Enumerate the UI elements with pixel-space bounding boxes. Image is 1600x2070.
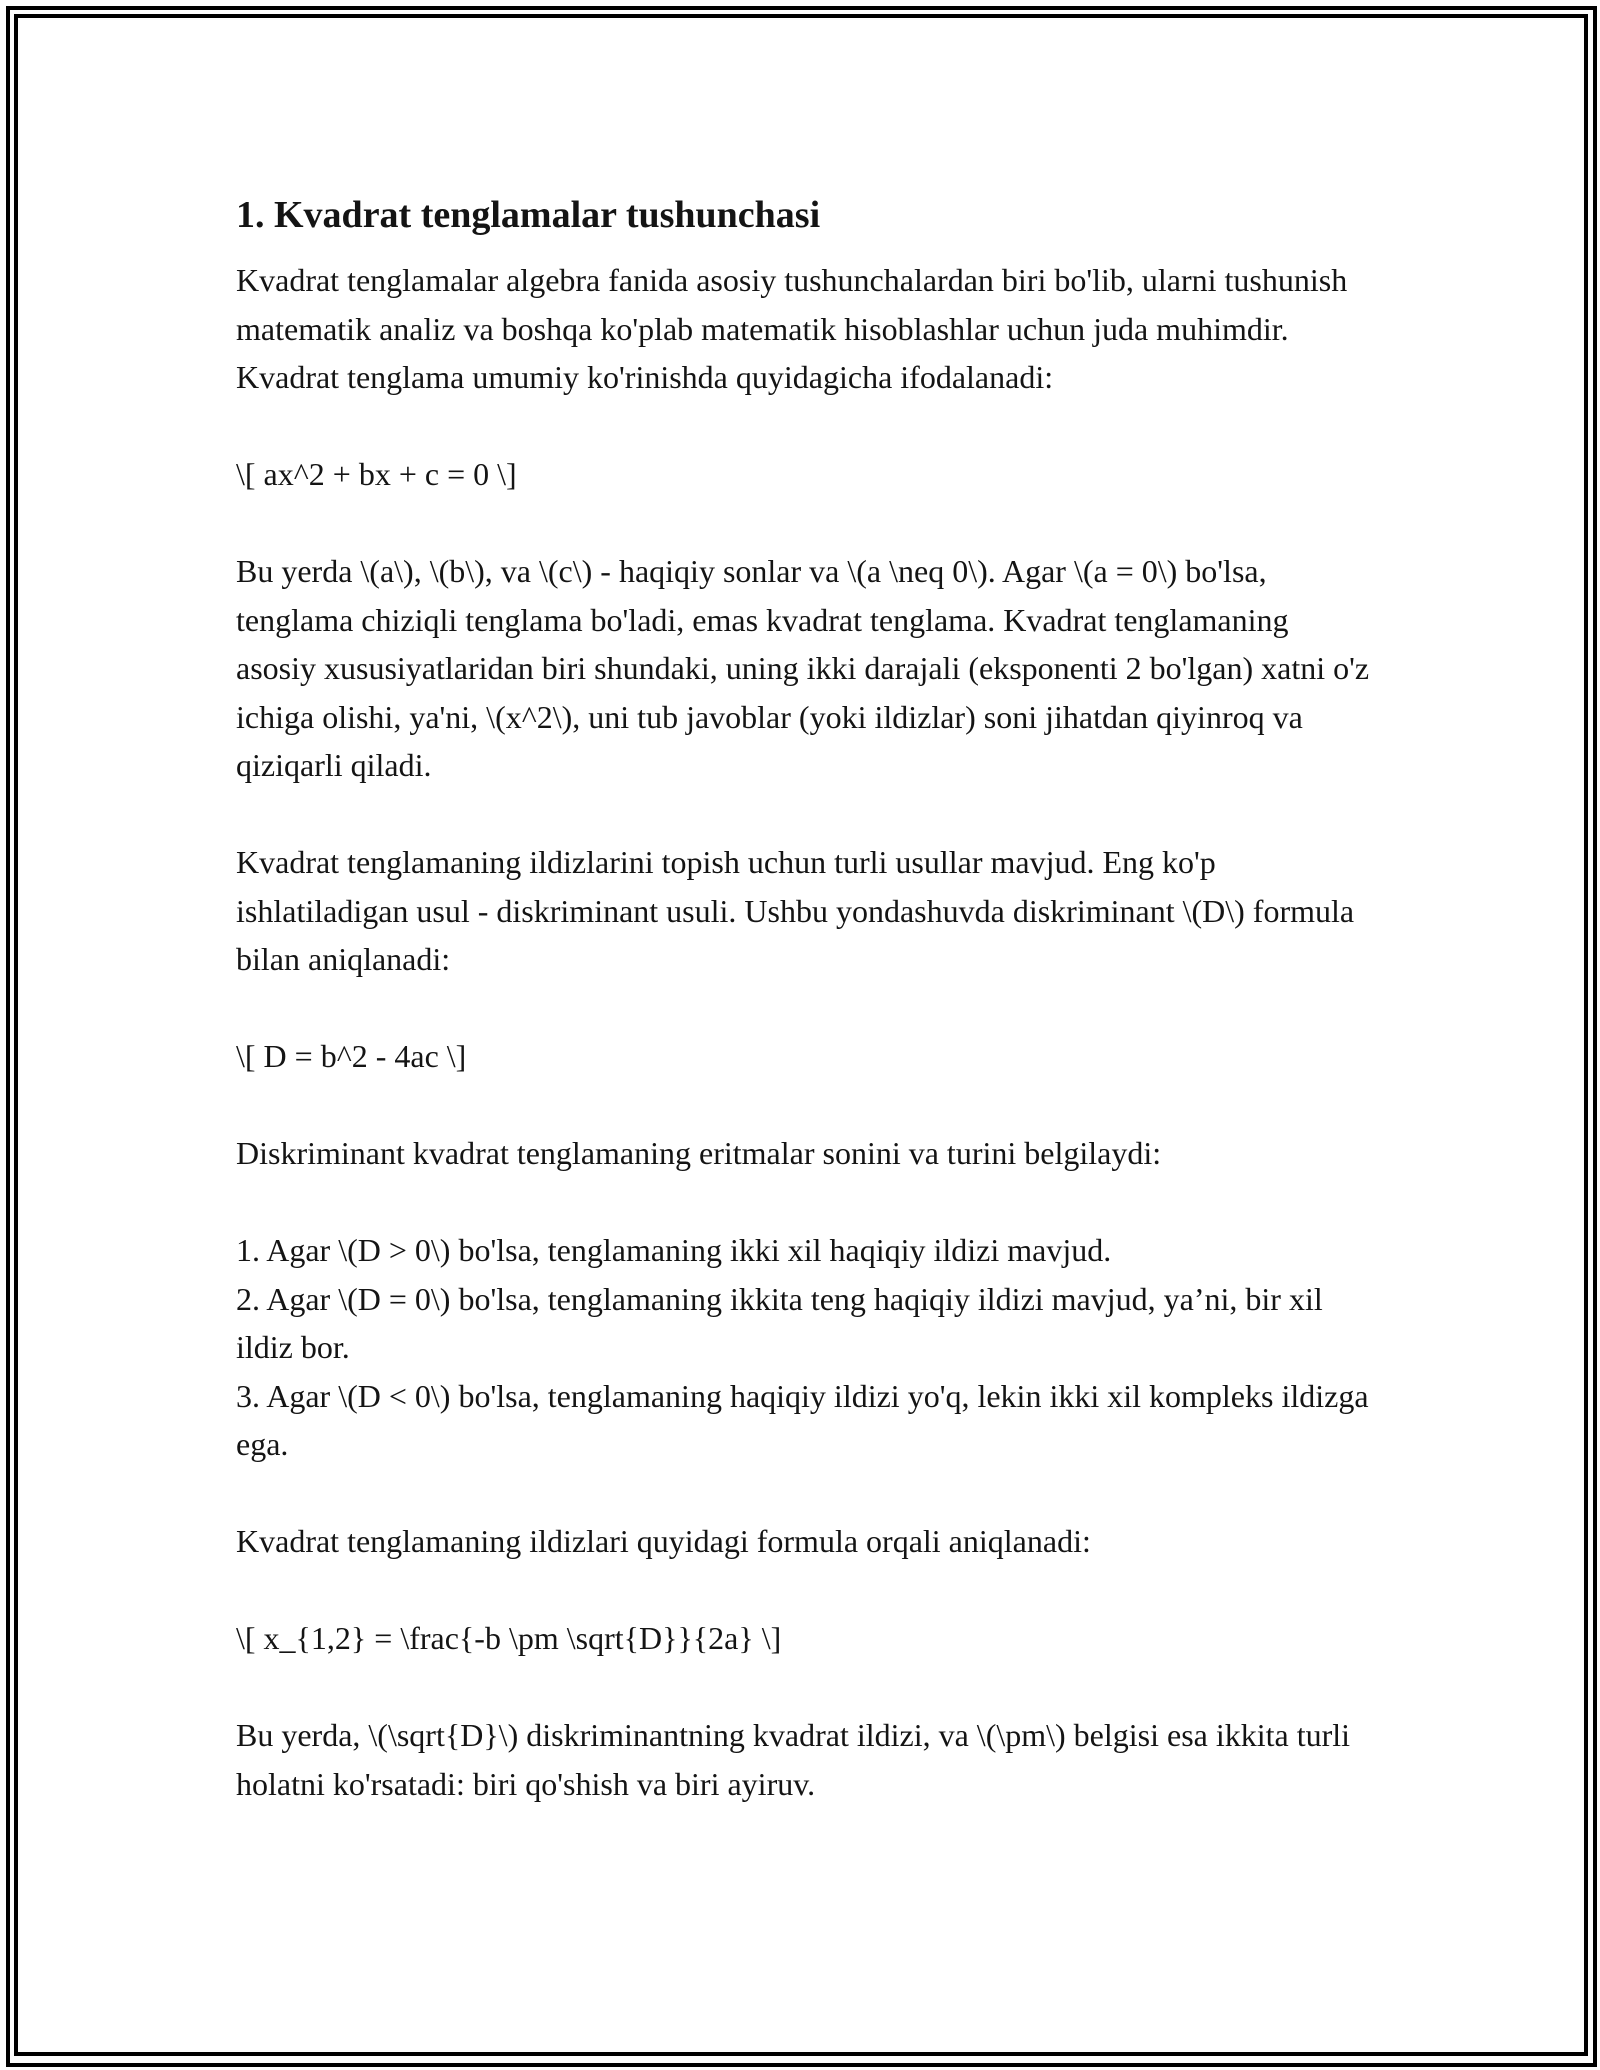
closing-paragraph: Bu yerda, \(\sqrt{D}\) diskriminantning kvadrat ildizi, va \(\pm\) belgisi esa ikkita turli holatni ko'rsatadi: biri qo'shish va biri ayiruv. bbox=[236, 1717, 1351, 1802]
document-body bbox=[236, 184, 1376, 1808]
coefficients-paragraph: Bu yerda \(a\), \(b\), va \(c\) - haqiqiy sonlar va \(a \neq 0\). Agar \(a = 0\) bo'lsa, tenglama chiziqli tenglama bo'ladi, emas kvadrat tenglama. Kvadrat tenglamaning asosiy xususiyatlaridan biri shundaki, uning ikki darajali (eksponenti 2 bo'lgan) xatni o'z ichiga olishi, ya'ni, \(x^2\), uni tub javoblar (yoki ildizlar) soni jihatdan qiyinroq va qiziqarli qiladi. bbox=[236, 553, 1370, 783]
discriminant-formula: \[ D = b^2 - 4ac \] bbox=[236, 1038, 467, 1074]
general-equation: \[ ax^2 + bx + c = 0 \] bbox=[236, 456, 517, 492]
cases-list: 1. Agar \(D > 0\) bo'lsa, tenglamaning ikki xil haqiqiy ildizi mavjud. 2. Agar \(D = 0\) bo'lsa, tenglamaning ikkita teng haqiqiy ildizi mavjud, ya’ni, bir xil ildiz bor. 3. Agar \(D < 0\) bo'lsa, tenglamaning haqiqiy ildizi yo'q, lekin ikki xil kompleks ildizga ega. bbox=[236, 1232, 1369, 1462]
intro-paragraph: Kvadrat tenglamalar algebra fanida asosiy tushunchalardan biri bo'lib, ularni tushunish matematik analiz va boshqa ko'plab matematik hisoblashlar uchun juda muhimdir. Kvadrat tenglama umumiy ko'rinishda quyidagicha ifodalanadi: bbox=[236, 262, 1348, 395]
section-heading: 1. Kvadrat tenglamalar tushunchasi bbox=[236, 194, 821, 236]
discriminant-meaning-paragraph: Diskriminant kvadrat tenglamaning eritmalar sonini va turini belgilaydi: bbox=[236, 1135, 1162, 1171]
discriminant-intro-paragraph: Kvadrat tenglamaning ildizlarini topish uchun turli usullar mavjud. Eng ko'p ishlatiladigan usul - diskriminant usuli. Ushbu yondashuvda diskriminant \(D\) formula bilan aniqlanadi: bbox=[236, 844, 1355, 977]
roots-intro-paragraph: Kvadrat tenglamaning ildizlari quyidagi formula orqali aniqlanadi: bbox=[236, 1523, 1091, 1559]
roots-formula: \[ x_{1,2} = \frac{-b \pm \sqrt{D}}{2a} \] bbox=[236, 1620, 782, 1656]
